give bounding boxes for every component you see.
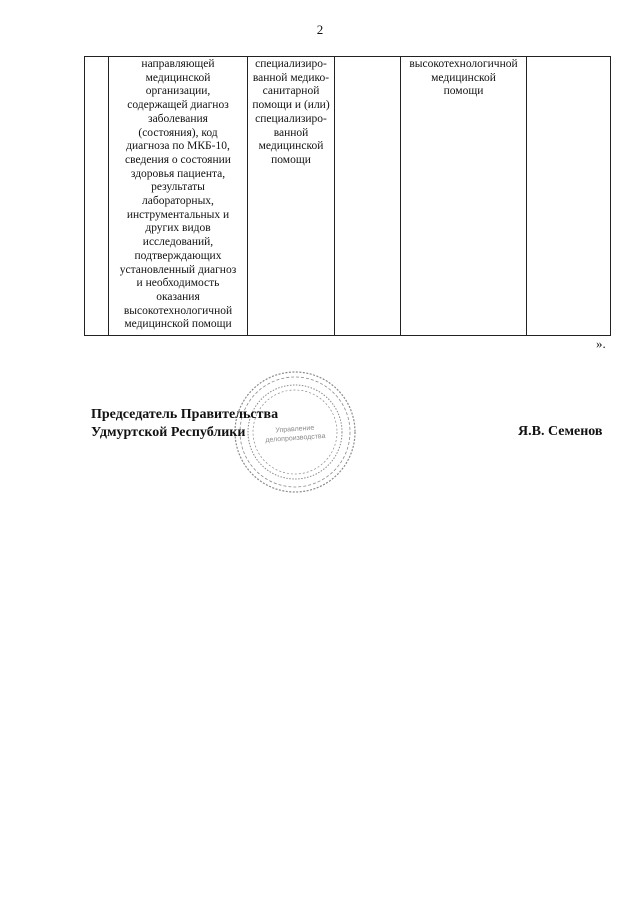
table-cell-empty-last: [527, 57, 611, 336]
table-row: [85, 57, 611, 336]
table-cell-documents: направляющей медицинской организации, содержащей диагноз заболевания (состояния), код диагноза по МКБ-10, сведения о состоянии здоровья пациента, результаты лабораторных, инструментальных и других видов исследований, подтверждающих установленный диагноз и необходимость оказания высокотехнологичной медицинской помощи: [109, 57, 248, 336]
page-number: 2: [316, 22, 324, 37]
table-cell-number: [85, 57, 109, 336]
closing-quote-mark: ».: [596, 336, 606, 351]
table-cell-high-tech-care: высокотехнологичной медицинской помощи: [401, 57, 527, 336]
table-cell-empty: [335, 57, 401, 336]
signature-title-line2: Удмуртской Республики: [91, 425, 246, 440]
seal-text-line1: Управление: [275, 424, 315, 435]
signatory-name: Я.В. Семенов: [518, 424, 603, 439]
table-cell-care-type: специализиро- ванной медико- санитарной помощи и (или) специализиро- ванной медицинской помощи: [248, 57, 335, 336]
signature-title-line1: Председатель Правительства: [91, 407, 279, 422]
seal-text-line2: делопроизводства: [265, 432, 326, 445]
continuation-table: [84, 56, 611, 336]
signature-title: [91, 406, 278, 442]
